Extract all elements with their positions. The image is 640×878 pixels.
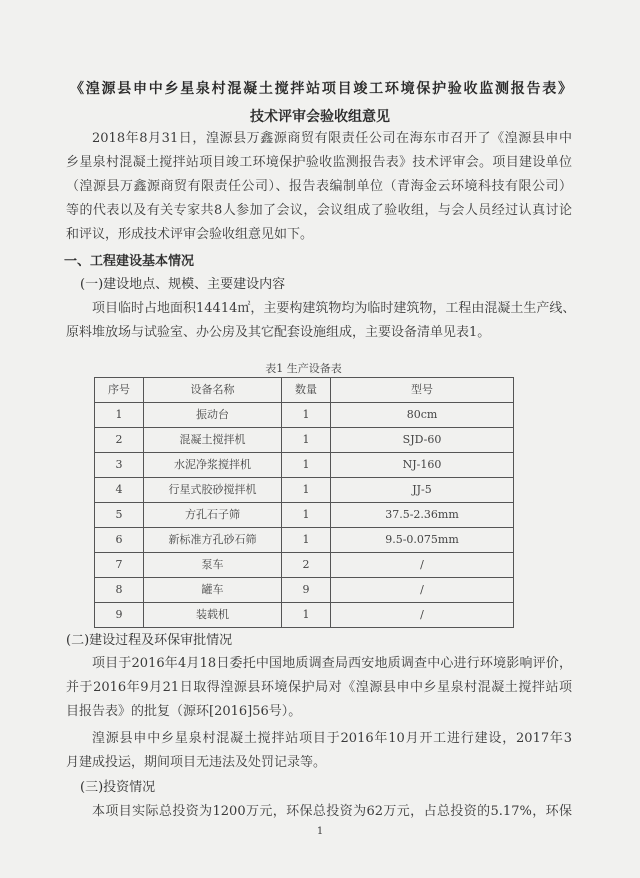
table-cell: 水泥净浆搅拌机 — [144, 453, 282, 478]
table-cell: 1 — [282, 603, 331, 628]
table-cell: JJ-5 — [331, 478, 514, 503]
intro-line: 和评议，形成技术评审会验收组意见如下。 — [66, 227, 314, 242]
document-subtitle: 技术评审会验收组意见 — [250, 109, 390, 125]
table-cell: SJD-60 — [331, 428, 514, 453]
table-cell: 37.5-2.36mm — [331, 503, 514, 528]
table-cell: 振动台 — [144, 403, 282, 428]
header-cell: 数量 — [282, 378, 331, 403]
table-caption: 表1 生产设备表 — [265, 362, 342, 375]
table-cell: / — [331, 603, 514, 628]
table-cell: 6 — [95, 528, 144, 553]
table-cell: 8 — [95, 578, 144, 603]
table-cell: 1 — [282, 453, 331, 478]
table-cell: 1 — [282, 478, 331, 503]
paragraph-line: 月建成投运，期间项目无违法及处罚记录等。 — [66, 755, 327, 770]
intro-line: 等的代表以及有关专家共8人参加了会议，会议组成了验收组，与会人员经过认真讨论 — [66, 203, 572, 218]
table-cell: NJ-160 — [331, 453, 514, 478]
page-number: 1 — [316, 826, 324, 837]
table-row — [95, 478, 514, 503]
table-cell: 方孔石子筛 — [144, 503, 282, 528]
paragraph-line: 湟源县申中乡星泉村混凝土搅拌站项目于2016年10月开工进行建设，2017年3 — [92, 731, 572, 746]
table-row — [95, 503, 514, 528]
subsection-heading: (三)投资情况 — [80, 780, 156, 795]
table-cell: 1 — [282, 528, 331, 553]
table-header-row — [95, 378, 514, 403]
table-cell: 新标准方孔砂石筛 — [144, 528, 282, 553]
header-cell: 型号 — [331, 378, 514, 403]
paragraph-line: 原料堆放场与试验室、办公房及其它配套设施组成，主要设备清单见表1。 — [66, 325, 491, 340]
table-row — [95, 403, 514, 428]
table-cell: 2 — [95, 428, 144, 453]
subsection-heading: (二)建设过程及环保审批情况 — [66, 633, 233, 648]
table-cell: 2 — [282, 553, 331, 578]
table-row — [95, 603, 514, 628]
table-row — [95, 428, 514, 453]
table-row — [95, 453, 514, 478]
document-title: 《湟源县申中乡星泉村混凝土搅拌站项目竣工环境保护验收监测报告表》 — [70, 81, 572, 97]
table-cell: 3 — [95, 453, 144, 478]
table-cell: 1 — [282, 503, 331, 528]
intro-line: 乡星泉村混凝土搅拌站项目竣工环境保护验收监测报告表》技术评审会。项目建设单位 — [66, 155, 572, 170]
intro-line: 2018年8月31日，湟源县万鑫源商贸有限责任公司在海东市召开了《湟源县申中 — [92, 131, 572, 146]
paragraph-line: 目报告表》的批复（源环[2016]56号）。 — [66, 704, 302, 719]
table-cell: 4 — [95, 478, 144, 503]
table-cell: 混凝土搅拌机 — [144, 428, 282, 453]
subsection-heading: (一)建设地点、规模、主要建设内容 — [80, 277, 286, 292]
paragraph-line: 本项目实际总投资为1200万元，环保总投资为62万元，占总投资的5.17%，环保 — [92, 804, 572, 819]
table-cell: 1 — [95, 403, 144, 428]
header-cell: 设备名称 — [144, 378, 282, 403]
table-cell: 装载机 — [144, 603, 282, 628]
table-cell: 罐车 — [144, 578, 282, 603]
equipment-table — [94, 377, 514, 628]
table-cell: 泵车 — [144, 553, 282, 578]
paragraph-line: 项目于2016年4月18日委托中国地质调查局西安地质调查中心进行环境影响评价， — [92, 656, 572, 671]
intro-line: （湟源县万鑫源商贸有限责任公司）、报告表编制单位（青海金云环境科技有限公司） — [66, 179, 572, 194]
table-row — [95, 553, 514, 578]
table-cell: 1 — [282, 403, 331, 428]
table-cell: 7 — [95, 553, 144, 578]
table-row — [95, 578, 514, 603]
table-cell: / — [331, 578, 514, 603]
section-heading: 一、工程建设基本情况 — [64, 254, 195, 269]
header-cell: 序号 — [95, 378, 144, 403]
table-cell: 1 — [282, 428, 331, 453]
table-cell: 5 — [95, 503, 144, 528]
table-cell: 9 — [282, 578, 331, 603]
table-cell: / — [331, 553, 514, 578]
paragraph-line: 项目临时占地面积14414㎡，主要构建筑物均为临时建筑物，工程由混凝土生产线、 — [92, 301, 576, 316]
table-cell: 9 — [95, 603, 144, 628]
table-cell: 9.5-0.075mm — [331, 528, 514, 553]
table-row — [95, 528, 514, 553]
paragraph-line: 并于2016年9月21日取得湟源县环境保护局对《湟源县申中乡星泉村混凝土搅拌站项 — [66, 680, 572, 695]
table-cell: 80cm — [331, 403, 514, 428]
table-cell: 行星式胶砂搅拌机 — [144, 478, 282, 503]
